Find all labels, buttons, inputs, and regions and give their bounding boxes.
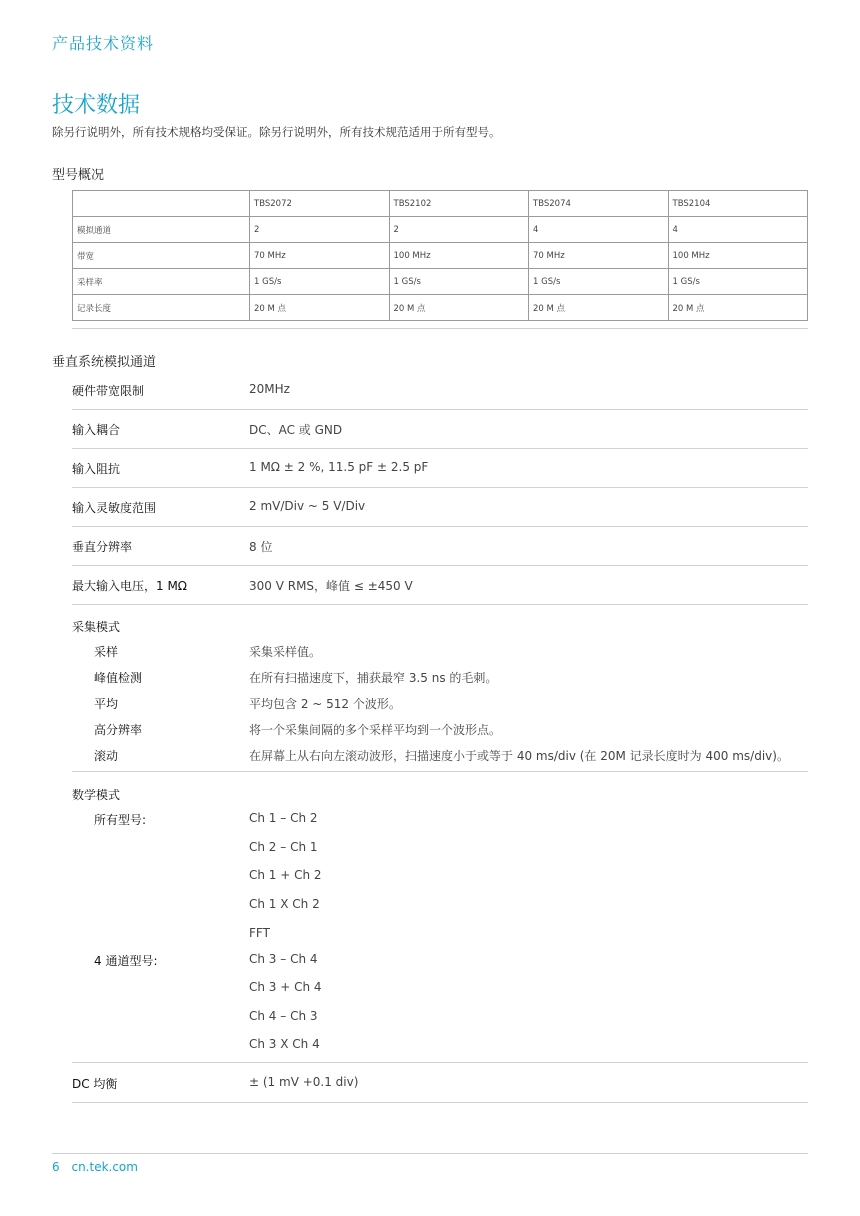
table-header-cell — [73, 191, 250, 217]
table-header-cell: TBS2074 — [529, 191, 669, 217]
table-cell: 1 GS/s — [250, 269, 390, 295]
mode-value: 采集采样值。 — [249, 645, 322, 659]
spec-value: 300 V RMS，峰值 ≤ ±450 V — [249, 579, 413, 593]
math-operation: Ch 3 + Ch 4 — [249, 980, 322, 994]
table-cell: 1 GS/s — [529, 269, 669, 295]
spec-label: 输入灵敏度范围 — [72, 501, 157, 515]
table-header-cell: TBS2102 — [389, 191, 529, 217]
spec-row — [72, 370, 808, 410]
table-header-row — [73, 191, 808, 217]
footer — [52, 1160, 138, 1174]
mode-value: 在所有扫描速度下，捕获最窄 3.5 ns 的毛刺。 — [249, 671, 498, 685]
spec-label: 硬件带宽限制 — [72, 384, 145, 398]
table-cell: 4 — [529, 217, 669, 243]
site-link[interactable]: cn.tek.com — [71, 1160, 138, 1174]
mode-label: 滚动 — [94, 749, 119, 763]
math-modes — [72, 772, 808, 1063]
table-cell: 4 — [668, 217, 808, 243]
four-channel-label: 4 通道型号: — [94, 954, 158, 968]
math-operation: Ch 2 – Ch 1 — [249, 840, 318, 854]
divider — [72, 328, 808, 329]
table-cell: 20 M 点 — [389, 295, 529, 321]
models-table — [72, 190, 808, 321]
mode-label: 平均 — [94, 697, 119, 711]
table-cell: 2 — [250, 217, 390, 243]
math-operation: FFT — [249, 926, 270, 940]
table-cell: 模拟通道 — [73, 217, 250, 243]
table-row — [73, 269, 808, 295]
spec-label: 输入耦合 — [72, 423, 121, 437]
spec-value: 20MHz — [249, 382, 290, 396]
math-operation: Ch 1 + Ch 2 — [249, 868, 322, 882]
mode-value: 在屏幕上从右向左滚动波形，扫描速度小于或等于 40 ms/div (在 20M 记录长度时为 400 ms/div)。 — [249, 749, 789, 763]
table-header-cell: TBS2104 — [668, 191, 808, 217]
spec-value: 2 mV/Div ~ 5 V/Div — [249, 499, 366, 513]
footer-divider — [52, 1153, 808, 1154]
math-operation: Ch 1 X Ch 2 — [249, 897, 320, 911]
table-cell: 70 MHz — [529, 243, 669, 269]
math-heading: 数学模式 — [72, 788, 121, 802]
table-cell: 100 MHz — [389, 243, 529, 269]
mode-label: 采样 — [94, 645, 119, 659]
spec-value: 8 位 — [249, 540, 273, 554]
spec-row — [72, 565, 808, 605]
spec-label: 输入阻抗 — [72, 462, 121, 476]
table-header-cell: TBS2072 — [250, 191, 390, 217]
page-title: 技术数据 — [52, 93, 141, 118]
table-cell: 1 GS/s — [668, 269, 808, 295]
table-cell: 20 M 点 — [250, 295, 390, 321]
spec-label: 垂直分辨率 — [72, 540, 133, 554]
mode-value: 平均包含 2 ~ 512 个波形。 — [249, 697, 401, 711]
mode-label: 高分辨率 — [94, 723, 143, 737]
table-cell: 带宽 — [73, 243, 250, 269]
table-row — [73, 295, 808, 321]
spec-label: DC 均衡 — [72, 1077, 118, 1091]
spec-row — [72, 448, 808, 488]
spec-row — [72, 409, 808, 449]
table-cell: 20 M 点 — [529, 295, 669, 321]
mode-value: 将一个采集间隔的多个采样平均到一个波形点。 — [249, 723, 502, 737]
all-models-label: 所有型号: — [94, 813, 147, 827]
table-cell: 100 MHz — [668, 243, 808, 269]
acquisition-heading: 采集模式 — [72, 620, 121, 634]
math-operation: Ch 1 – Ch 2 — [249, 811, 318, 825]
table-cell: 20 M 点 — [668, 295, 808, 321]
table-row — [73, 243, 808, 269]
spec-row — [72, 526, 808, 566]
intro-text: 除另行说明外，所有技术规格均受保证。除另行说明外，所有技术规范适用于所有型号。 — [52, 125, 501, 139]
mode-label: 峰值检测 — [94, 671, 143, 685]
table-row — [73, 217, 808, 243]
spec-label: 最大输入电压，1 MΩ — [72, 579, 187, 593]
table-cell: 1 GS/s — [389, 269, 529, 295]
table-cell: 采样率 — [73, 269, 250, 295]
table-cell: 记录长度 — [73, 295, 250, 321]
page-number: 6 — [52, 1160, 60, 1174]
math-operation: Ch 4 – Ch 3 — [249, 1009, 318, 1023]
spec-row — [72, 487, 808, 527]
spec-row — [72, 1063, 808, 1103]
table-cell: 70 MHz — [250, 243, 390, 269]
acquisition-modes — [72, 604, 808, 772]
table-cell: 2 — [389, 217, 529, 243]
document-label: 产品技术资料 — [52, 34, 155, 53]
math-operation: Ch 3 X Ch 4 — [249, 1037, 320, 1051]
spec-value: DC、AC 或 GND — [249, 423, 343, 437]
vertical-section-heading: 垂直系统模拟通道 — [52, 355, 157, 370]
spec-value: ± (1 mV +0.1 div) — [249, 1075, 359, 1089]
spec-value: 1 MΩ ± 2 %, 11.5 pF ± 2.5 pF — [249, 460, 429, 474]
math-operation: Ch 3 – Ch 4 — [249, 952, 318, 966]
models-section-heading: 型号概况 — [52, 168, 105, 183]
